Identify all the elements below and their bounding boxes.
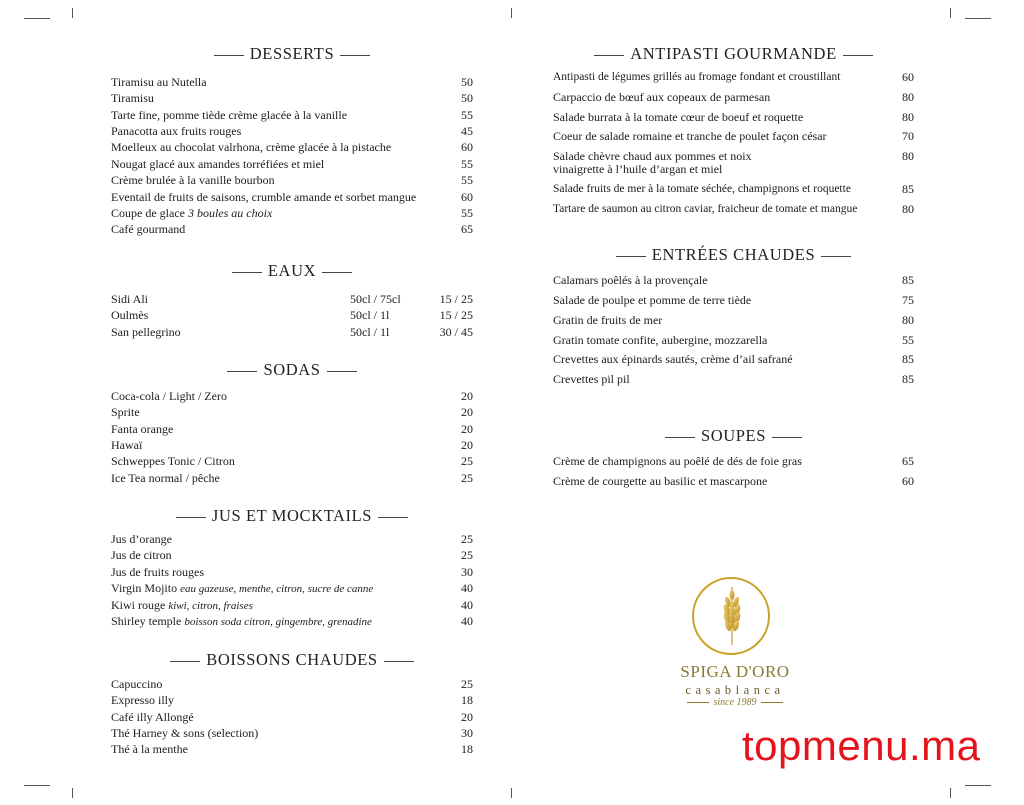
- logo-since: since 1989: [660, 697, 810, 708]
- crop-mark: [965, 18, 991, 19]
- section-title-soupes: SOUPES: [553, 426, 914, 446]
- crop-mark: [965, 785, 991, 786]
- crop-mark: [24, 18, 50, 19]
- menu-item: Salade chèvre chaud aux pommes et noix vinaigrette à l’huile d’argan et miel 80: [553, 149, 914, 176]
- watermark-topmenu: topmenu.ma: [742, 722, 981, 769]
- right-page: ANTIPASTI GOURMANDE Antipasti de légumes grillés au fromage fondant et croustillant 60 Carpaccio de bœuf aux copeaux de parmesan 80 Salade burrata à la tomate cœur de boeuf et roquette 80 Coeur de salade romaine et tranche de poulet façon césar 70 Salade chèvre chaud aux pommes et noix vinaigrette à l’huile d’argan et miel 80 Salade fruits de mer à la tomate séchée, champignons et roquette 85 Tartare de saumon au citron caviar, fraicheur de tomate et mangue 80 ENTRÉES CHAUDES Calamars poêlés à la provençale 85 Salade de poulpe et pomme de terre tiède 75 Gratin de fruits de mer 80 Gratin tomate confite, aubergine, mozzarella 55 Crevettes aux épinards sautés, crème d’ail safrané 85 Crevettes pil pil 85 SOUPES Crème de champignons au poêlé de dés de foie gras 65 Crème de courgette au basilic et mascarpone 60: [553, 44, 914, 488]
- section-title-eaux: EAUX: [111, 261, 473, 281]
- section-title-antipasti: ANTIPASTI GOURMANDE: [553, 44, 914, 64]
- logo-city: casablanca: [685, 683, 785, 697]
- section-title-desserts: DESSERTS: [111, 44, 473, 64]
- crop-mark: [24, 785, 50, 786]
- crop-mark: [511, 8, 512, 18]
- section-title-jus-et-mocktails: JUS ET MOCKTAILS: [111, 506, 473, 526]
- wheat-icon: [716, 585, 748, 647]
- section-title-sodas: SODAS: [111, 360, 473, 380]
- section-title-entrees-chaudes: ENTRÉES CHAUDES: [553, 245, 914, 265]
- logo-name: SPIGA D'ORO: [680, 662, 790, 681]
- left-page: DESSERTS Tiramisu au Nutella 50 Tiramisu 50 Tarte fine, pomme tiède crème glacée à la vanille 55 Panacotta aux fruits rouges 45 Moelleux au chocolat valrhona, crème glacée à la pistache 60 Nougat glacé aux amandes torréfiées et miel 55 Crème brulée à la vanille bourbon 55 Eventail de fruits de saisons, crumble amande et sorbet mangue 60 Coupe de glace 3 boules au choix 55 Café gourmand 65 EAUX Sidi Ali 50cl / 75cl 15 / 25 Oulmès 50cl / 1l 15 / 25 San pellegrino 50cl / 1l 30 / 45 SODAS Coca-cola / Light / Zero 20 Sprite 20 Fanta orange 20 Hawaï 20 Schweppes Tonic / Citron 25 Ice Tea normal / pêche 25 JUS ET MOCKTAILS Jus d’orange 25 Jus de citron 25 Jus de fruits rouges 30 Virgin Mojito eau gazeuse, menthe, citron, sucre de canne 40 Kiwi rouge kiwi, citron, fraises 40 Shirley temple boisson soda citron, gingembre, grenadine 40 BOISSONS CHAUDES Capuccino 25 Expresso illy 18 Café illy Allongé 20 Thé Harney & sons (selection) 30 Thé à la menthe 18: [111, 44, 473, 756]
- crop-mark: [72, 788, 73, 798]
- crop-mark: [72, 8, 73, 18]
- crop-mark: [950, 8, 951, 18]
- section-title-boissons-chaudes: BOISSONS CHAUDES: [111, 650, 473, 670]
- crop-mark: [511, 788, 512, 798]
- crop-mark: [950, 788, 951, 798]
